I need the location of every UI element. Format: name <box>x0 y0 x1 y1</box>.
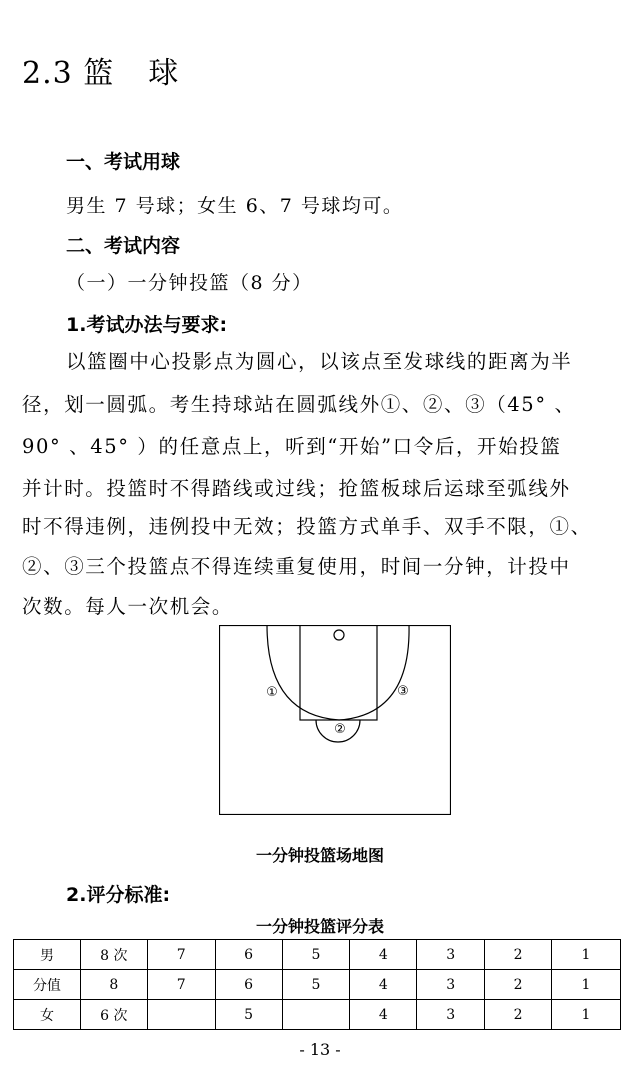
table-cell: 3 <box>417 1000 485 1030</box>
court-diagram <box>219 625 451 815</box>
table-cell: 女 <box>14 1000 81 1030</box>
shooting-point-2-marker: ② <box>334 722 346 737</box>
subsection-heading: （一）一分钟投篮（8 分） <box>66 272 313 294</box>
table-cell <box>147 1000 215 1030</box>
table-cell: 5 <box>215 1000 282 1030</box>
table-cell: 7 <box>147 940 215 970</box>
paragraph-line: 次数。每人一次机会。 <box>22 595 234 618</box>
shooting-arc <box>267 625 409 720</box>
table-title: 一分钟投篮评分表 <box>255 917 384 936</box>
item-heading-method: 1.考试办法与要求: <box>66 314 228 336</box>
table-cell: 分值 <box>14 970 81 1000</box>
diagram-caption: 一分钟投篮场地图 <box>255 846 384 865</box>
page-number: - 13 - <box>299 1040 341 1059</box>
table-cell: 7 <box>147 970 215 1000</box>
paragraph-line: 90° 、45° ）的任意点上，听到“开始”口令后，开始投篮 <box>22 435 562 458</box>
table-cell: 5 <box>282 940 350 970</box>
section-heading-content: 二、考试内容 <box>66 235 181 257</box>
table-cell: 6 次 <box>80 1000 147 1030</box>
ball-rule-text: 男生 7 号球；女生 6、7 号球均可。 <box>66 195 404 217</box>
shooting-point-1-marker: ① <box>266 685 278 700</box>
basket-circle <box>334 630 344 640</box>
table-cell: 6 <box>215 940 282 970</box>
table-cell: 2 <box>485 940 552 970</box>
paragraph-line: 时不得违例，违例投中无效；投篮方式单手、双手不限，①、 <box>22 515 592 538</box>
table-row-male <box>14 940 621 970</box>
table-cell: 4 <box>350 940 417 970</box>
paragraph-line: 径，划一圆弧。考生持球站在圆弧线外①、②、③（45° 、 <box>22 393 576 416</box>
paragraph-line: ②、③三个投篮点不得连续重复使用，时间一分钟，计投中 <box>22 555 571 578</box>
table-cell: 1 <box>552 1000 621 1030</box>
table-cell: 8 <box>80 970 147 1000</box>
free-throw-lane <box>300 625 377 720</box>
table-cell: 5 <box>282 970 350 1000</box>
paragraph-line: 以篮圈中心投影点为圆心，以该点至发球线的距离为半 <box>66 350 573 373</box>
table-cell: 6 <box>215 970 282 1000</box>
table-cell: 1 <box>552 970 621 1000</box>
score-table <box>13 939 621 1030</box>
table-cell <box>282 1000 350 1030</box>
table-cell: 8 次 <box>80 940 147 970</box>
table-cell: 2 <box>485 1000 552 1030</box>
table-cell: 男 <box>14 940 81 970</box>
table-cell: 1 <box>552 940 621 970</box>
paragraph-line: 并计时。投篮时不得踏线或过线；抢篮板球后运球至弧线外 <box>22 477 571 500</box>
item-heading-scoring: 2.评分标准: <box>66 884 171 906</box>
table-cell: 3 <box>417 970 485 1000</box>
shooting-point-3-marker: ③ <box>397 684 409 699</box>
table-cell: 4 <box>350 970 417 1000</box>
page-title: 2.3 篮 球 <box>22 56 180 91</box>
table-row-score <box>14 970 621 1000</box>
table-cell: 2 <box>485 970 552 1000</box>
table-cell: 4 <box>350 1000 417 1030</box>
section-heading-ball: 一、考试用球 <box>66 151 181 173</box>
table-cell: 3 <box>417 940 485 970</box>
table-row-female <box>14 1000 621 1030</box>
